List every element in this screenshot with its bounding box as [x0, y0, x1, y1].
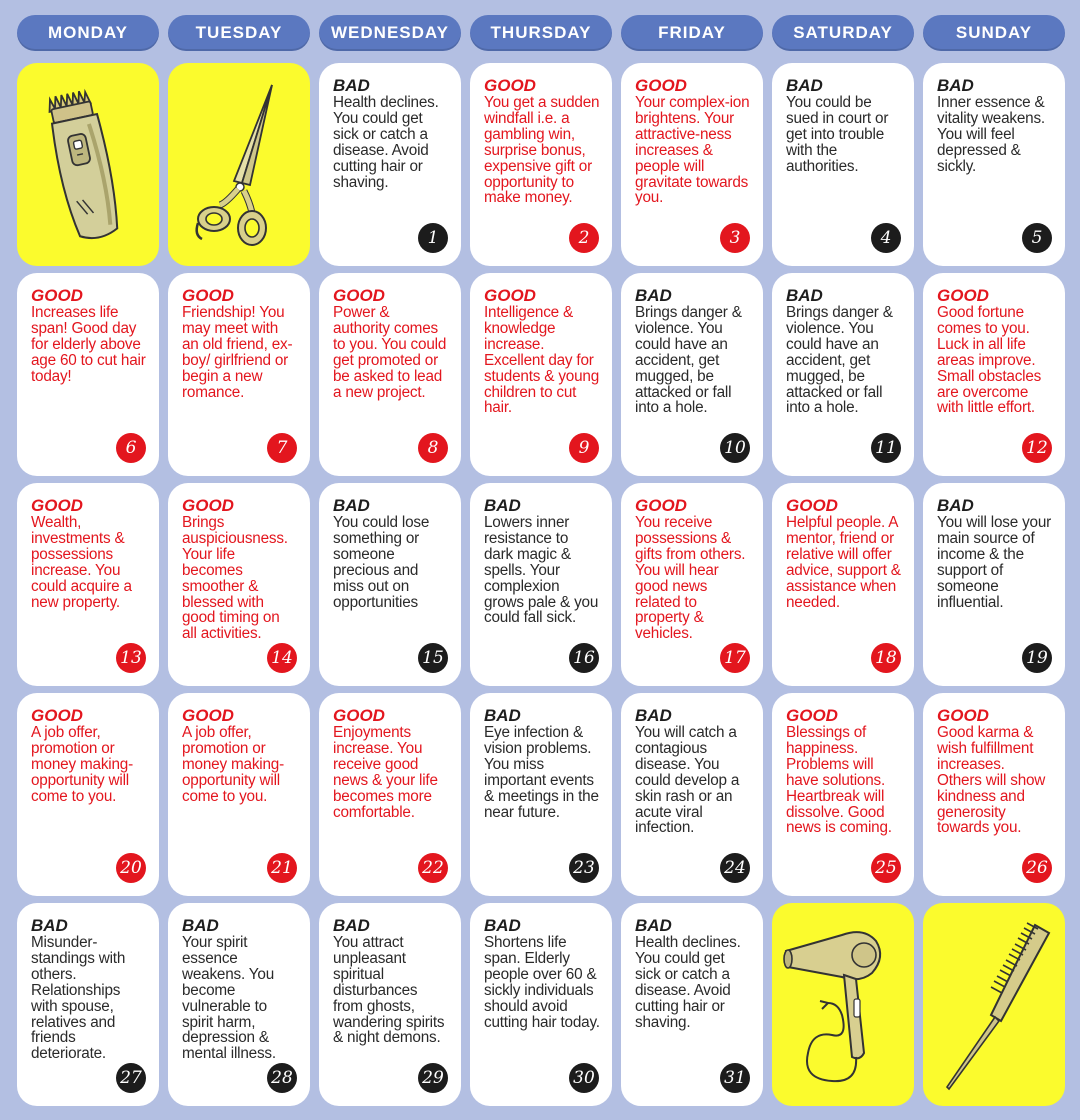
day-number-badge: 5	[1022, 223, 1052, 253]
day-number-badge: 27	[116, 1063, 146, 1093]
day-cell-30	[470, 903, 612, 1106]
day-description: Shortens life span. Elderly people over 60 & sickly individuals should avoid cutting hair today.	[484, 934, 600, 1031]
day-cell-8	[319, 273, 461, 476]
day-number-badge: 15	[418, 643, 448, 673]
day-description: Health declines. You could get sick or catch a disease. Avoid cutting hair or shaving.	[333, 94, 439, 191]
day-cell-20	[17, 693, 159, 896]
day-number-badge: 21	[267, 853, 297, 883]
day-number-badge: 11	[871, 433, 901, 463]
day-rating: GOOD	[635, 76, 687, 95]
day-rating: GOOD	[333, 706, 385, 725]
day-cell-12	[923, 273, 1065, 476]
day-rating: GOOD	[182, 496, 234, 515]
day-description: Brings auspiciousness. Your life becomes smoother & blessed with good timing on all activities.	[182, 514, 288, 643]
day-rating: GOOD	[31, 706, 83, 725]
day-number-badge: 9	[569, 433, 599, 463]
day-description: Power & authority comes to you. You could get promoted or be asked to lead a new project.	[333, 304, 447, 401]
header-friday: FRIDAY	[621, 15, 763, 51]
day-cell-21	[168, 693, 310, 896]
day-description: Good karma & wish fulfillment increases. Others will show kindness and generosity towards you.	[937, 724, 1046, 837]
day-description: Friendship! You may meet with an old friend, ex-boy/ girlfriend or begin a new romance.	[182, 304, 293, 401]
day-number-badge: 13	[116, 643, 146, 673]
day-cell-2	[470, 63, 612, 266]
day-number-badge: 14	[267, 643, 297, 673]
day-description: You attract unpleasant spiritual disturbances from ghosts, wandering spirits & night demons.	[333, 934, 445, 1047]
hair-dryer-illustration-cell	[772, 903, 914, 1106]
day-rating: GOOD	[786, 706, 838, 725]
day-rating: GOOD	[937, 286, 989, 305]
rat-tail-comb-icon	[923, 903, 1065, 1106]
clipper-illustration-cell	[17, 63, 159, 266]
day-cell-7	[168, 273, 310, 476]
day-description: Health declines. You could get sick or catch a disease. Avoid cutting hair or shaving.	[635, 934, 741, 1031]
day-description: You could be sued in court or get into trouble with the authorities.	[786, 94, 889, 175]
day-rating: BAD	[635, 916, 672, 935]
day-description: Wealth, investments & possessions increase. You could acquire a new property.	[31, 514, 132, 611]
comb-illustration-cell	[923, 903, 1065, 1106]
day-number-badge: 1	[418, 223, 448, 253]
day-number-badge: 4	[871, 223, 901, 253]
day-rating: GOOD	[182, 286, 234, 305]
day-cell-6	[17, 273, 159, 476]
day-number-badge: 2	[569, 223, 599, 253]
day-cell-1	[319, 63, 461, 266]
header-tuesday: TUESDAY	[168, 15, 310, 51]
day-number-badge: 17	[720, 643, 750, 673]
day-rating: BAD	[786, 286, 823, 305]
header-sunday: SUNDAY	[923, 15, 1065, 51]
header-wednesday: WEDNESDAY	[319, 15, 461, 51]
hair-clipper-icon	[17, 63, 159, 266]
day-cell-9	[470, 273, 612, 476]
day-cell-4	[772, 63, 914, 266]
day-cell-3	[621, 63, 763, 266]
day-cell-27	[17, 903, 159, 1106]
day-cell-10	[621, 273, 763, 476]
day-cell-26	[923, 693, 1065, 896]
scissors-illustration-cell	[168, 63, 310, 266]
day-description: Enjoyments increase. You receive good news & your life becomes more comfortable.	[333, 724, 438, 821]
day-description: Blessings of happiness. Problems will have solutions. Heartbreak will dissolve. Good news is coming.	[786, 724, 892, 837]
day-number-badge: 16	[569, 643, 599, 673]
day-rating: BAD	[333, 916, 370, 935]
day-rating: BAD	[31, 916, 68, 935]
day-cell-22	[319, 693, 461, 896]
day-number-badge: 10	[720, 433, 750, 463]
day-description: Good fortune comes to you. Luck in all life areas improve. Small obstacles are overcome with little effort.	[937, 304, 1042, 417]
day-description: You will catch a contagious disease. You could develop a skin rash or an acute viral infection.	[635, 724, 740, 837]
day-description: Your spirit essence weakens. You become vulnerable to spirit harm, depression & mental illness.	[182, 934, 276, 1063]
day-cell-23	[470, 693, 612, 896]
day-cell-28	[168, 903, 310, 1106]
day-description: Misunder-standings with others. Relationships with spouse, relatives and friends deteriorate.	[31, 934, 126, 1063]
day-description: Inner essence & vitality weakens. You will feel depressed & sickly.	[937, 94, 1045, 175]
day-number-badge: 12	[1022, 433, 1052, 463]
day-description: A job offer, promotion or money making-opportunity will come to you.	[31, 724, 133, 805]
day-cell-19	[923, 483, 1065, 686]
day-cell-18	[772, 483, 914, 686]
day-number-badge: 6	[116, 433, 146, 463]
day-cell-24	[621, 693, 763, 896]
day-description: Lowers inner resistance to dark magic & spells. Your complexion grows pale & you could fall sick.	[484, 514, 599, 627]
day-number-badge: 24	[720, 853, 750, 883]
day-number-badge: 25	[871, 853, 901, 883]
day-rating: GOOD	[484, 76, 536, 95]
day-cell-11	[772, 273, 914, 476]
day-description: Helpful people. A mentor, friend or relative will offer advice, support & assistance when needed.	[786, 514, 901, 611]
day-number-badge: 26	[1022, 853, 1052, 883]
day-rating: BAD	[484, 496, 521, 515]
day-number-badge: 23	[569, 853, 599, 883]
hair-dryer-icon	[772, 903, 914, 1106]
day-rating: BAD	[786, 76, 823, 95]
scissors-icon	[168, 63, 310, 266]
day-number-badge: 30	[569, 1063, 599, 1093]
day-rating: BAD	[635, 706, 672, 725]
day-rating: GOOD	[937, 706, 989, 725]
day-number-badge: 3	[720, 223, 750, 253]
day-rating: BAD	[484, 706, 521, 725]
day-cell-13	[17, 483, 159, 686]
day-rating: BAD	[937, 76, 974, 95]
day-description: You will lose your main source of income & the support of someone influential.	[937, 514, 1052, 611]
day-description: Brings danger & violence. You could have an accident, get mugged, be attacked or fall into a hole.	[635, 304, 742, 417]
day-rating: GOOD	[635, 496, 687, 515]
day-number-badge: 31	[720, 1063, 750, 1093]
day-description: Increases life span! Good day for elderly above age 60 to cut hair today!	[31, 304, 146, 385]
day-description: You could lose something or someone precious and miss out on opportunities	[333, 514, 430, 611]
day-description: You receive possessions & gifts from others. You will hear good news related to property & vehicles.	[635, 514, 746, 643]
day-description: A job offer, promotion or money making-opportunity will come to you.	[182, 724, 284, 805]
day-cell-29	[319, 903, 461, 1106]
calendar-grid	[17, 63, 1067, 1109]
day-rating: BAD	[333, 76, 370, 95]
day-cell-16	[470, 483, 612, 686]
day-number-badge: 29	[418, 1063, 448, 1093]
day-cell-25	[772, 693, 914, 896]
day-rating: GOOD	[333, 286, 385, 305]
day-description: Your complex-ion brightens. Your attractive-ness increases & people will gravitate towards you.	[635, 94, 750, 207]
day-description: Brings danger & violence. You could have an accident, get mugged, be attacked or fall into a hole.	[786, 304, 893, 417]
day-cell-5	[923, 63, 1065, 266]
header-monday: MONDAY	[17, 15, 159, 51]
day-cell-15	[319, 483, 461, 686]
day-rating: GOOD	[484, 286, 536, 305]
day-rating: GOOD	[31, 496, 83, 515]
day-description: Eye infection & vision problems. You miss important events & meetings in the near future.	[484, 724, 599, 821]
day-rating: BAD	[937, 496, 974, 515]
day-number-badge: 8	[418, 433, 448, 463]
day-rating: BAD	[484, 916, 521, 935]
day-number-badge: 20	[116, 853, 146, 883]
day-rating: BAD	[182, 916, 219, 935]
day-description: You get a sudden windfall i.e. a gambling win, surprise bonus, expensive gift or opportunity to make money.	[484, 94, 600, 207]
day-rating: BAD	[333, 496, 370, 515]
day-rating: GOOD	[31, 286, 83, 305]
day-cell-14	[168, 483, 310, 686]
header-thursday: THURSDAY	[470, 15, 612, 51]
day-cell-17	[621, 483, 763, 686]
day-number-badge: 7	[267, 433, 297, 463]
day-number-badge: 19	[1022, 643, 1052, 673]
header-saturday: SATURDAY	[772, 15, 914, 51]
day-rating: GOOD	[786, 496, 838, 515]
day-rating: GOOD	[182, 706, 234, 725]
day-cell-31	[621, 903, 763, 1106]
day-description: Intelligence & knowledge increase. Excellent day for students & young children to cut hair.	[484, 304, 600, 417]
weekday-header-row	[17, 15, 1067, 51]
day-number-badge: 22	[418, 853, 448, 883]
day-number-badge: 18	[871, 643, 901, 673]
day-rating: BAD	[635, 286, 672, 305]
day-number-badge: 28	[267, 1063, 297, 1093]
